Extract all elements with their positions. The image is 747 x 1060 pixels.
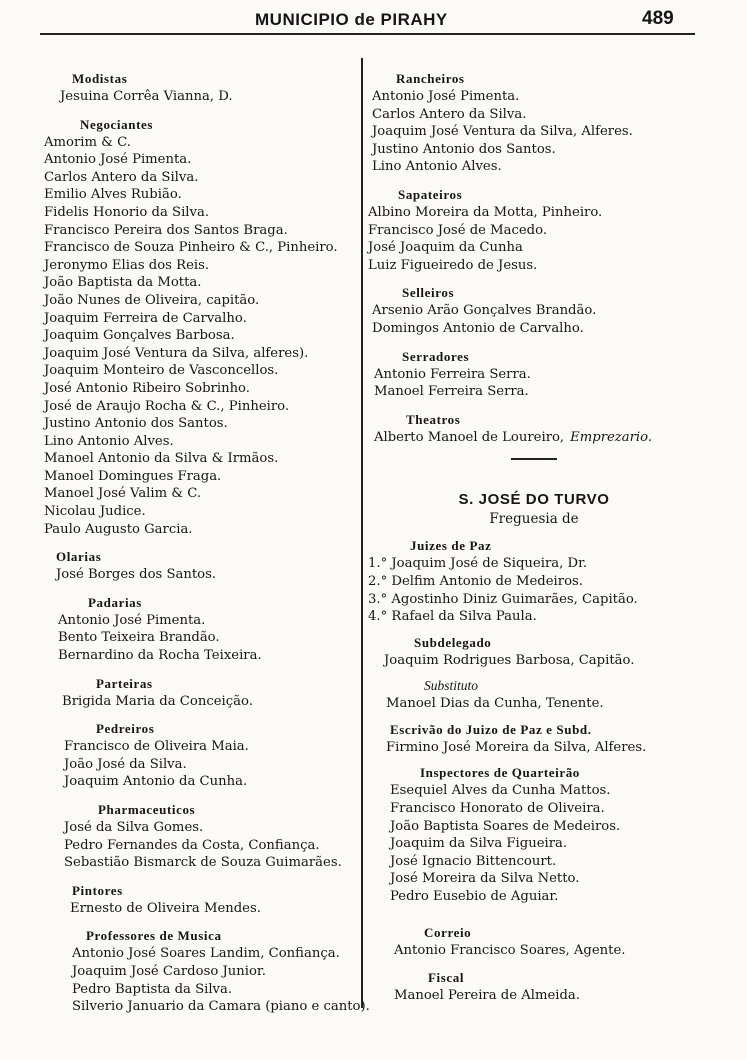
entry-text: Carlos Antero da Silva.	[44, 169, 199, 185]
entry-line	[364, 239, 704, 257]
section-modistas	[40, 70, 360, 106]
entry-text: Pedro Fernandes da Costa, Confiança.	[64, 837, 320, 853]
entry-line	[364, 591, 704, 609]
entry-line	[40, 345, 360, 363]
section-heading: Rancheiros	[396, 71, 465, 86]
district-subtitle: Freguesia de	[489, 511, 579, 528]
entry-line	[40, 612, 360, 630]
section-fiscal	[364, 969, 704, 1005]
section-correio	[364, 924, 704, 960]
entry-line	[40, 468, 360, 486]
section-subdelegado	[364, 634, 704, 670]
entry-text: João Nunes de Oliveira, capitão.	[44, 292, 260, 308]
section-heading: Pedreiros	[96, 721, 155, 737]
section-heading: Sapateiros	[398, 186, 463, 202]
entry-line	[364, 942, 704, 960]
entry-line	[40, 134, 360, 152]
entry-line	[364, 870, 704, 888]
entry-text: Manoel Dias da Cunha, Tenente.	[386, 696, 604, 712]
district-title: S. JOSÉ DO TURVO	[458, 491, 610, 509]
entry-line	[364, 257, 704, 275]
entry-text: José Borges dos Santos.	[56, 567, 217, 583]
section-heading: Inspectores de Quarteirão	[420, 765, 580, 781]
section-theatros	[364, 411, 704, 447]
entry-line	[40, 222, 360, 240]
entry-text: Brigida Maria da Conceição.	[62, 693, 253, 709]
entry-text: Francisco de Souza Pinheiro & C., Pinheiro.	[44, 240, 338, 256]
entry-text: Nicolau Judice.	[44, 504, 146, 520]
entry-line	[40, 647, 360, 665]
entry-line	[40, 292, 360, 310]
entry-text: José de Araujo Rocha & C., Pinheiro.	[44, 398, 290, 414]
entry-text: Lino Antonio Alves.	[372, 159, 502, 175]
entry-line	[364, 888, 704, 906]
entry-text: Pedro Eusebio de Aguiar.	[390, 889, 559, 905]
entry-line	[40, 274, 360, 292]
entry-line	[40, 981, 360, 999]
entry-text: Justino Antonio dos Santos.	[44, 416, 228, 432]
entry-line	[364, 853, 704, 871]
entry-text: Joaquim Monteiro de Vasconcellos.	[44, 363, 279, 379]
entry-text: Manoel José Valim & C.	[44, 486, 202, 502]
entry-line	[364, 366, 704, 384]
section-heading: Modistas	[72, 71, 128, 86]
section-heading: Padarias	[88, 594, 142, 610]
entry-line	[364, 320, 704, 338]
entry-line	[40, 900, 360, 918]
section-rancheiros	[364, 70, 704, 176]
entry-line	[40, 239, 360, 257]
entry-line	[364, 106, 704, 124]
entry-text: Joaquim Gonçalves Barbosa.	[44, 328, 235, 344]
entry-text: Francisco Honorato de Oliveira.	[390, 801, 605, 817]
entry-line	[364, 652, 704, 670]
entry-line	[40, 945, 360, 963]
entry-text: Fidelis Honorio da Silva.	[44, 204, 210, 220]
entry-line	[40, 88, 360, 106]
entry-line	[364, 818, 704, 836]
section-heading: Subdelegado	[414, 634, 492, 650]
entry-line	[40, 415, 360, 433]
entry-text: Joaquim da Silva Figueira.	[390, 836, 568, 852]
entry-text: Alberto Manoel de Loureiro,	[374, 429, 565, 445]
entry-line	[40, 837, 360, 855]
entry-text: Esequiel Alves da Cunha Mattos.	[390, 783, 611, 799]
entry-line	[40, 963, 360, 981]
entry-line	[40, 738, 360, 756]
entry-text: José da Silva Gomes.	[64, 820, 204, 835]
entry-text: Emilio Alves Rubião.	[44, 187, 182, 203]
entry-line	[364, 158, 704, 176]
entry-text: Francisco José de Macedo.	[368, 222, 548, 238]
entry-text: Joaquim José Ventura da Silva, alferes).	[44, 345, 309, 361]
entry-line	[364, 800, 704, 818]
entry-text: Francisco Pereira dos Santos Braga.	[44, 222, 288, 238]
entry-text: Antonio Ferreira Serra.	[374, 366, 531, 382]
section-pedreiros	[40, 720, 360, 791]
entry-line	[364, 987, 704, 1005]
section-heading: Selleiros	[402, 285, 455, 301]
section-olarias	[40, 548, 360, 584]
entry-line	[40, 521, 360, 539]
entry-line	[40, 310, 360, 328]
entry-text: Justino Antonio dos Santos.	[372, 141, 556, 157]
section-pharmaceuticos	[40, 801, 360, 872]
entry-text: Ernesto de Oliveira Mendes.	[70, 900, 261, 916]
section-heading: Juizes de Paz	[410, 538, 492, 554]
entry-text: Manoel Domingues Fraga.	[44, 468, 222, 484]
entry-text: 1.° Joaquim José de Siqueira, Dr.	[368, 556, 588, 572]
entry-line	[40, 693, 360, 711]
entry-line	[40, 362, 360, 380]
entry-line	[364, 608, 704, 626]
entry-text: José Joaquim da Cunha	[368, 240, 523, 256]
entry-text: Carlos Antero da Silva.	[372, 106, 527, 122]
section-sapateiros	[364, 186, 704, 274]
page-title: MUNICIPIO de PIRAHY	[255, 10, 448, 29]
entry-text: Sebastião Bismarck de Souza Guimarães.	[64, 855, 342, 871]
entry-text: Manoel Pereira de Almeida.	[394, 988, 580, 1004]
section-negociantes	[40, 116, 360, 539]
entry-text: José Ignacio Bittencourt.	[390, 853, 557, 869]
entry-text: Francisco de Oliveira Maia.	[64, 739, 249, 755]
entry-text: Arsenio Arão Gonçalves Brandão.	[372, 303, 597, 319]
entry-text: João Baptista Soares de Medeiros.	[390, 818, 621, 834]
section-professores-de-musica	[40, 927, 370, 1015]
left-column	[40, 60, 370, 1016]
entry-text: 4.° Rafael da Silva Paula.	[368, 609, 537, 625]
entry-text: Jeronymo Elias dos Reis.	[44, 257, 210, 273]
entry-text: Antonio José Soares Landim, Confiança.	[72, 946, 340, 962]
entry-line	[40, 204, 360, 222]
entry-text: Antonio Francisco Soares, Agente.	[394, 942, 626, 958]
entry-line	[40, 327, 360, 345]
page-header	[0, 6, 747, 34]
entry-line	[40, 380, 360, 398]
entry-text: Lino Antonio Alves.	[44, 433, 174, 449]
section-rule	[511, 458, 557, 460]
entry-line	[364, 429, 704, 447]
entry-text: Silverio Januario da Camara (piano e canto).	[72, 999, 370, 1015]
entry-text: 3.° Agostinho Diniz Guimarães, Capitão.	[368, 591, 638, 607]
entry-line	[40, 629, 360, 647]
entry-text: Bento Teixeira Brandão.	[58, 630, 220, 646]
entry-text: Jesuina Corrêa Vianna, D.	[60, 89, 233, 104]
entry-line	[364, 695, 704, 713]
entry-text: Pedro Baptista da Silva.	[72, 981, 233, 997]
entry-text: Antonio José Pimenta.	[372, 89, 520, 104]
entry-text: João Baptista da Motta.	[44, 275, 202, 291]
page-number: 489	[642, 8, 674, 29]
entry-text: Antonio José Pimenta.	[44, 152, 192, 168]
entry-text: Joaquim José Cardoso Junior.	[72, 963, 266, 979]
entry-line	[40, 433, 360, 451]
entry-text: Luiz Figueiredo de Jesus.	[368, 257, 538, 273]
entry-text: João José da Silva.	[64, 756, 187, 772]
section-heading: Substituto	[424, 678, 479, 694]
entry-text: Amorim & C.	[44, 134, 131, 150]
entry-line	[40, 854, 360, 872]
entry-line	[40, 756, 360, 774]
section-padarias	[40, 594, 360, 665]
section-heading: Negociantes	[80, 116, 154, 132]
entry-line	[40, 169, 360, 187]
section-heading: Correio	[424, 924, 472, 940]
section-heading: Professores de Musica	[86, 928, 222, 944]
entry-line	[40, 450, 360, 468]
entry-text: Firmino José Moreira da Silva, Alferes.	[386, 739, 647, 755]
entry-line	[364, 835, 704, 853]
section-heading: Escrivão do Juizo de Paz e Subd.	[390, 721, 592, 737]
entry-text: Joaquim José Ventura da Silva, Alferes.	[372, 124, 633, 140]
section-parteiras	[40, 675, 360, 711]
section-substituto	[364, 677, 704, 713]
entry-text: Manoel Antonio da Silva & Irmãos.	[44, 451, 279, 467]
entry-line	[40, 151, 360, 169]
entry-line	[40, 398, 360, 416]
entry-line	[364, 739, 704, 757]
entry-text: Manoel Ferreira Serra.	[374, 384, 529, 400]
section-juizes-de-paz	[364, 537, 704, 625]
entry-line	[40, 186, 360, 204]
entry-text: Antonio José Pimenta.	[58, 612, 206, 628]
header-rule	[40, 33, 695, 35]
entry-line	[364, 573, 704, 591]
entry-text: Joaquim Antonio da Cunha.	[64, 774, 248, 790]
entry-text: 2.° Delfim Antonio de Medeiros.	[368, 573, 583, 589]
entry-line	[364, 555, 704, 573]
entry-line	[40, 819, 360, 837]
entry-line	[40, 257, 360, 275]
section-heading: Parteiras	[96, 675, 153, 691]
section-heading: Pintores	[72, 882, 123, 898]
entry-text: Domingos Antonio de Carvalho.	[372, 320, 584, 336]
section-heading: Serradores	[402, 348, 470, 364]
entry-line	[364, 302, 704, 320]
entry-text: Paulo Augusto Garcia.	[44, 521, 193, 537]
section-heading: Theatros	[406, 411, 461, 427]
entry-text: Albino Moreira da Motta, Pinheiro.	[368, 204, 603, 220]
entry-line	[40, 773, 360, 791]
entry-text: Bernardino da Rocha Teixeira.	[58, 648, 262, 664]
entry-line	[40, 485, 360, 503]
entry-line	[40, 503, 360, 521]
entry-line	[364, 88, 704, 106]
section-heading: Fiscal	[428, 970, 465, 986]
section-selleiros	[364, 284, 704, 337]
entry-line	[40, 998, 370, 1016]
section-heading: Pharmaceuticos	[98, 802, 196, 817]
entry-text: José Moreira da Silva Netto.	[390, 871, 580, 887]
section-heading: Olarias	[56, 549, 102, 565]
section-inspectores-de-quarteirao	[364, 764, 704, 905]
entry-line	[364, 782, 704, 800]
right-column	[364, 60, 704, 1005]
entry-line	[364, 383, 704, 401]
column-divider	[361, 58, 363, 1008]
section-escrivao-do-juizo-de-paz-e-subd	[364, 721, 704, 757]
entry-line	[364, 222, 704, 240]
entry-line	[364, 204, 704, 222]
section-serradores	[364, 348, 704, 401]
entry-text: José Antonio Ribeiro Sobrinho.	[44, 380, 250, 396]
entry-text: Joaquim Ferreira de Carvalho.	[44, 310, 247, 326]
entry-line	[364, 123, 704, 141]
entry-line	[40, 566, 360, 584]
section-pintores	[40, 882, 360, 918]
entry-text: Joaquim Rodrigues Barbosa, Capitão.	[384, 652, 635, 668]
entry-italic: Emprezario.	[570, 429, 653, 445]
entry-line	[364, 141, 704, 159]
